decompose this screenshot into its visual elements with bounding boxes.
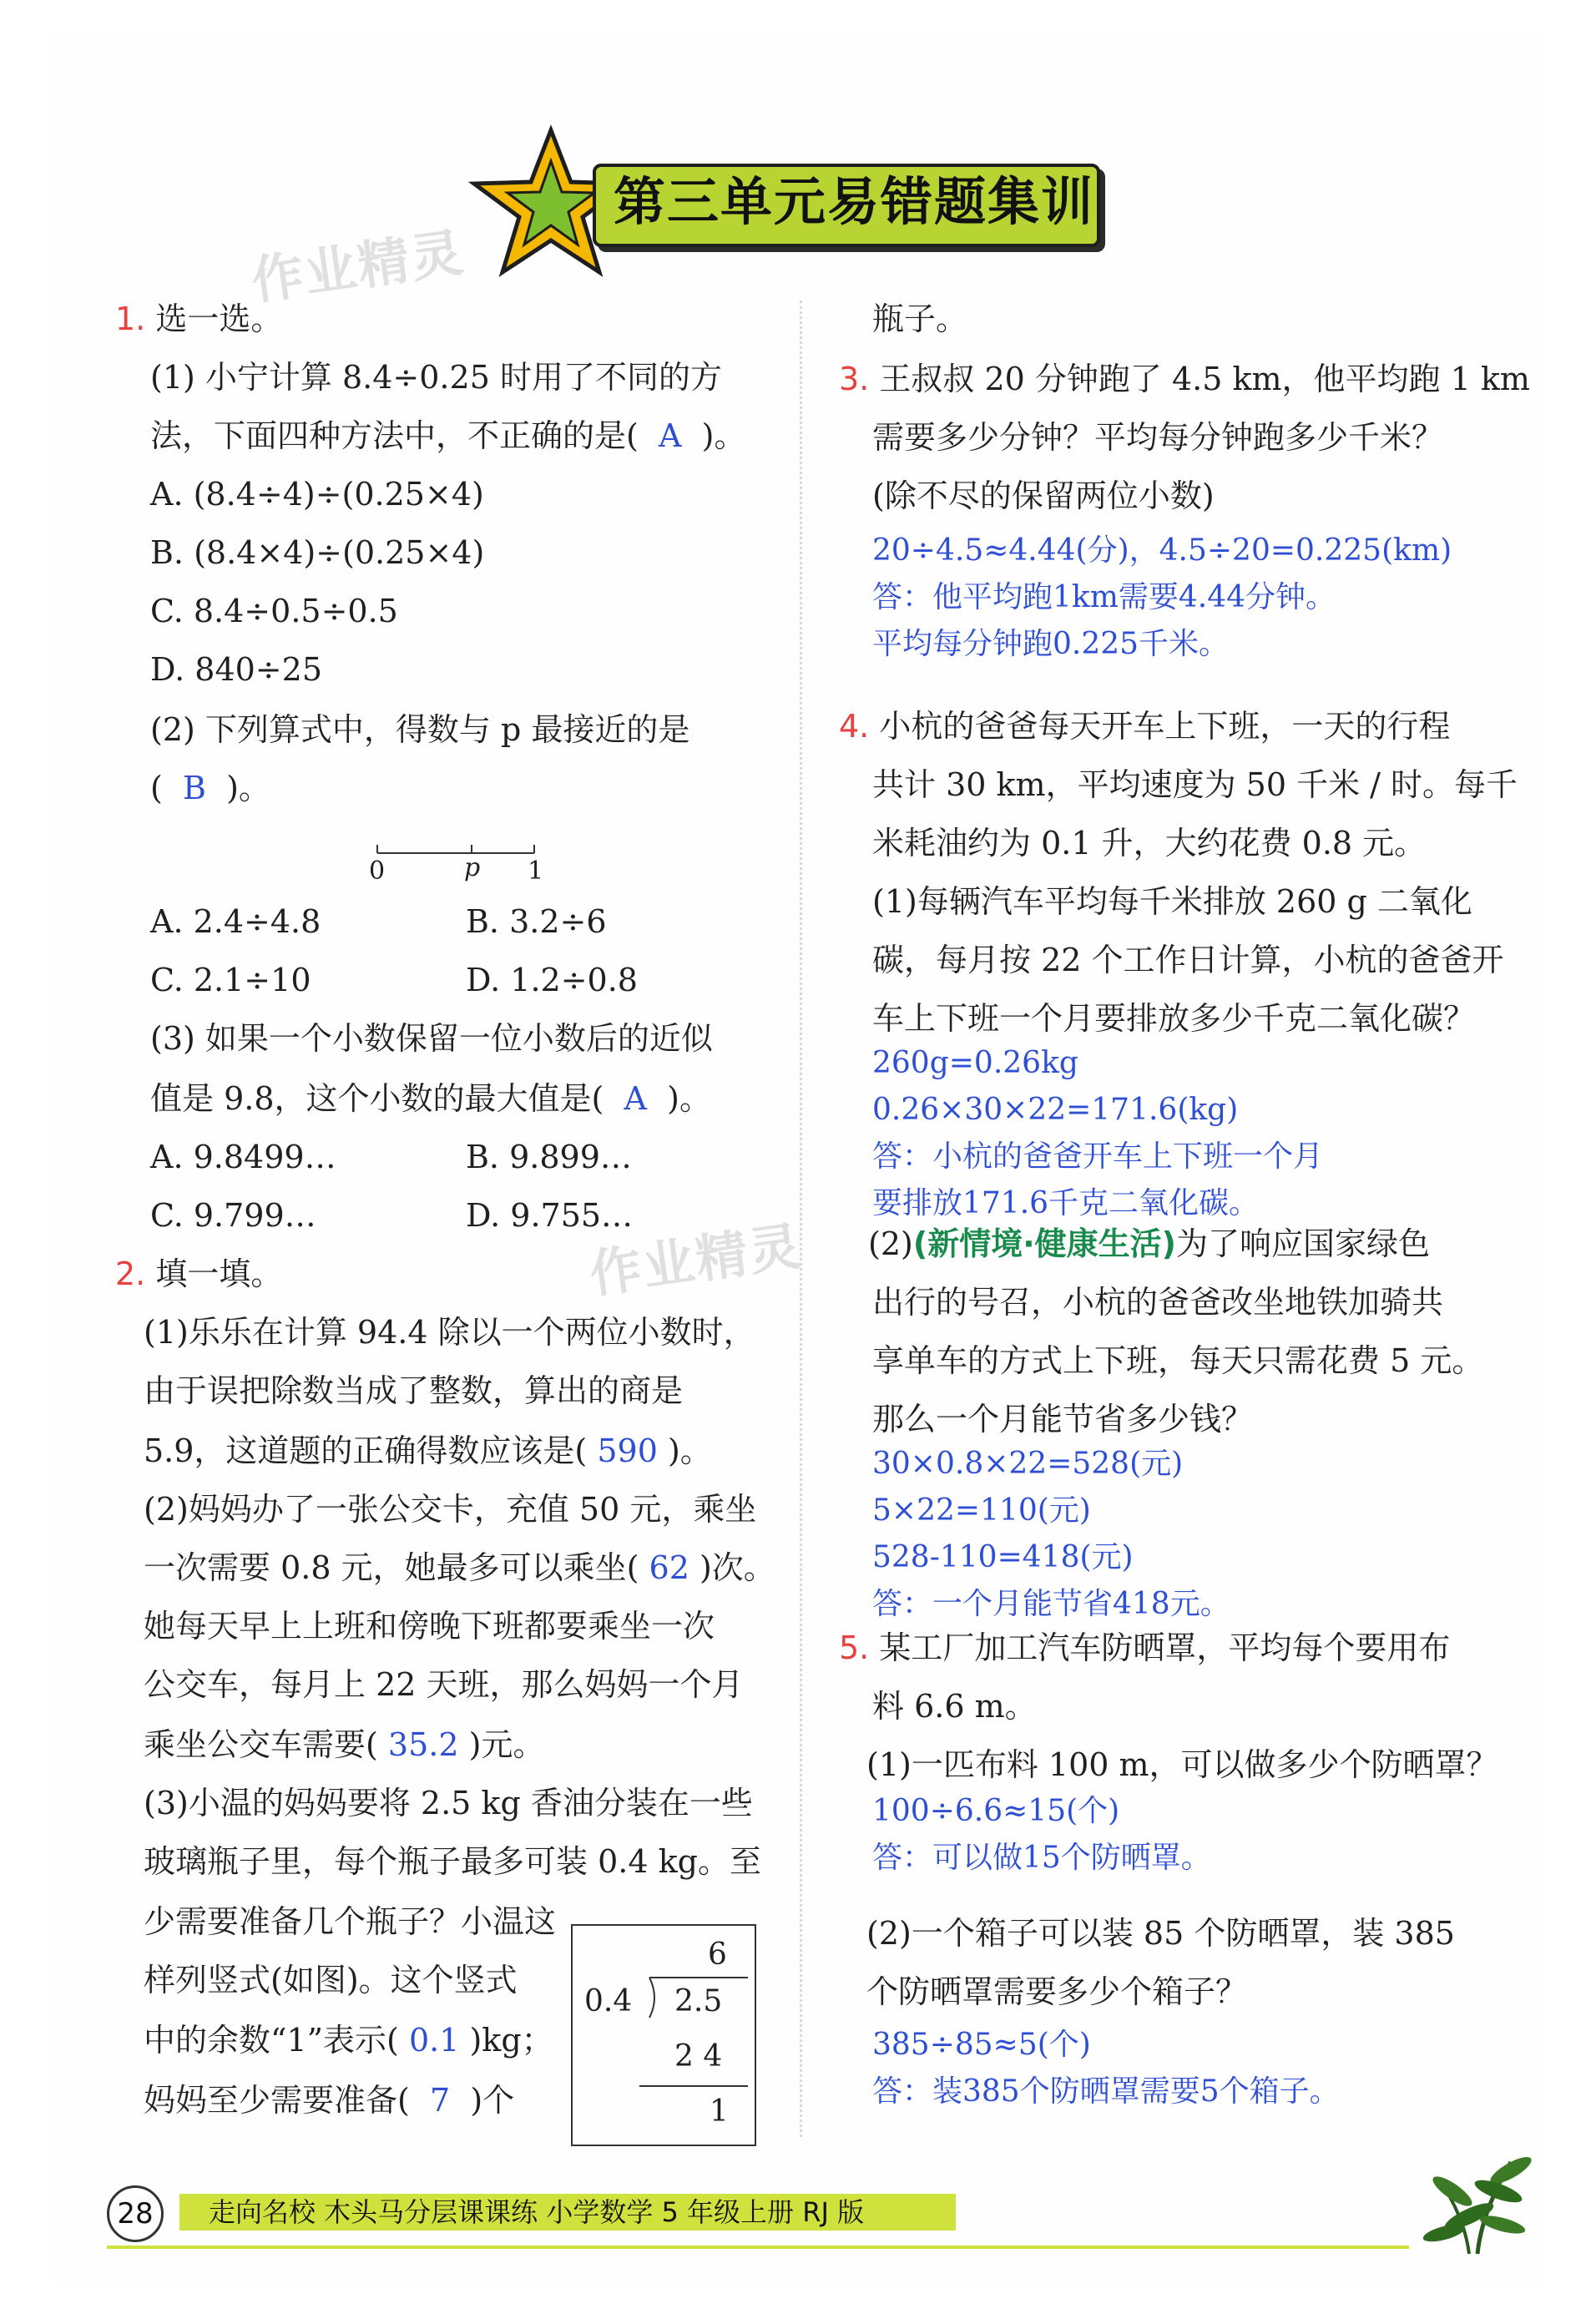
q2-p3-line6 [144,2079,514,2122]
q1-p2-line1: (2) 下列算式中，得数与 p 最接近的是 [150,711,690,748]
unit-header-banner [467,124,1127,257]
text: 小杭的爸爸每天开车上下班，一天的行程 [879,708,1451,745]
text: 妈妈至少需要准备( [144,2082,410,2119]
q2-p1-line1: (1)乐乐在计算 94.4 除以一个两位小数时， [144,1314,755,1351]
text: )次。 [699,1549,775,1586]
text: 王叔叔 20 分钟跑了 4.5 km，他平均跑 1 km [879,361,1530,397]
page-title: 第三单元易错题集训 [614,171,1095,232]
long-division-figure [571,1924,756,2146]
question-number: 2. [115,1255,146,1292]
q2-p3-line5 [144,2018,553,2062]
page-number: 28 [107,2185,164,2242]
text: 5.9，这道题的正确得数应该是( [144,1432,588,1469]
q3-line2: 需要多少分钟？平均每分钟跑多少千米？ [872,419,1444,456]
q2-p3-line4: 样列竖式(如图)。这个竖式 [144,1962,518,1998]
answer: 62 [649,1549,689,1586]
footer-text: 走向名校 木头马分层课课练 小学数学 5 年级上册 RJ 版 [209,2196,865,2228]
option-c: C. 9.799… [150,1197,316,1234]
question-number: 4. [839,708,870,745]
q4-p2-answer-2: 5×22=110(元) [872,1493,1091,1528]
q4-p1-line2: 碳，每月按 22 个工作日计算，小杭的爸爸开 [872,942,1504,978]
q1-p2-line2 [150,766,270,810]
q2-p1-line3 [144,1429,712,1473]
text: 法，下面四种方法中，不正确的是( [150,417,639,454]
text: )。 [701,417,746,454]
q4-line2: 共计 30 km，平均速度为 50 千米 / 时。每千 [872,766,1518,803]
q5-p1-line1: (1)一匹布料 100 m，可以做多少个防晒罩？ [866,1746,1498,1783]
text: 为了响应国家绿色 [1176,1225,1431,1262]
q4-p2-answer-3: 528-110=418(元) [872,1540,1134,1574]
context-tag: (新情境·健康生活) [912,1225,1176,1262]
q4-p1-answer-4: 要排放171.6千克二氧化碳。 [872,1186,1260,1220]
text: )。 [667,1080,711,1117]
text: 某工厂加工汽车防晒罩，平均每个要用布 [879,1629,1451,1666]
option-a: A. 2.4÷4.8 [150,903,321,940]
q4-p2-line1 [868,1222,1430,1266]
q2-p3-line2: 玻璃瓶子里，每个瓶子最多可装 0.4 kg。至 [144,1843,761,1880]
q4-p1-line3: 车上下班一个月要排放多少千克二氧化碳？ [872,1000,1476,1037]
number-line [367,841,559,892]
question-title: 选一选。 [155,301,283,337]
question-title: 填一填。 [155,1255,283,1292]
q2-p2-line4: 公交车，每月上 22 天班，那么妈妈一个月 [144,1666,744,1703]
option-a: A. 9.8499… [150,1139,336,1175]
q3-line1 [839,357,1530,401]
q1-p3-line1: (3) 如果一个小数保留一位小数后的近似 [150,1020,713,1057]
text: (2) [868,1225,913,1262]
q5-p1-answer-2: 答：可以做15个防晒罩。 [872,1841,1211,1875]
q5-p2-answer-1: 385÷85≈5(个) [872,2028,1091,2062]
q4-p2-line3: 享单车的方式上下班，每天只需花费 5 元。 [872,1342,1484,1379]
division-quotient: 6 [708,1938,727,1972]
tick-label-0: 0 [369,856,386,886]
text: 中的余数“1”表示( [144,2022,399,2059]
q3-line3: (除不尽的保留两位小数) [872,477,1215,514]
text: 值是 9.8，这个小数的最大值是( [150,1080,604,1117]
division-remainder: 1 [710,2094,729,2129]
text: )元。 [468,1726,545,1763]
tick-label-p: p [464,853,481,882]
bamboo-plant-icon [1419,2145,1544,2262]
answer: A [624,1080,647,1117]
q4-p1-answer-2: 0.26×30×22=171.6(kg) [872,1093,1239,1127]
q4-p2-answer-1: 30×0.8×22=528(元) [872,1447,1184,1481]
option-b: B. 3.2÷6 [466,903,607,940]
text: )。 [667,1432,712,1469]
footer-rule [107,2246,1409,2249]
q4-p1-answer-1: 260g=0.26kg [872,1046,1078,1080]
question-number: 3. [839,361,870,397]
text: )个 [470,2082,515,2119]
q4-line3: 米耗油约为 0.1 升，大约花费 0.8 元。 [872,825,1427,861]
q2-p3-line1: (3)小温的妈妈要将 2.5 kg 香油分装在一些 [144,1785,753,1821]
q5-p2-line1: (2)一个箱子可以装 85 个防晒罩，装 385 [866,1915,1455,1952]
q1-heading [115,297,282,341]
option-c: C. 8.4÷0.5÷0.5 [150,593,398,629]
division-dividend: 2.5 [674,1984,723,2018]
q5-line2: 料 6.6 m。 [872,1688,1037,1725]
q3-answer-2: 答：他平均跑1km需要4.44分钟。 [872,580,1336,614]
text: 一次需要 0.8 元，她最多可以乘坐( [144,1549,639,1586]
option-d: D. 9.755… [466,1197,634,1234]
answer: A [659,417,682,454]
q4-p1-answer-3: 答：小杭的爸爸开车上下班一个月 [872,1139,1324,1174]
watermark: 作业精灵 [585,1215,806,1306]
option-a: A. (8.4÷4)÷(0.25×4) [150,476,484,513]
q2-p2-line5 [144,1723,544,1766]
q3-answer-3: 平均每分钟跑0.225千米。 [872,627,1230,661]
q4-p2-line2: 出行的号召，小杭的爸爸改坐地铁加骑共 [872,1284,1444,1321]
q5-p2-answer-2: 答：装385个防晒罩需要5个箱子。 [872,2074,1340,2109]
q4-p2-line4: 那么一个月能节省多少钱？ [872,1401,1254,1437]
text: ( [150,770,163,806]
text: )。 [226,770,270,806]
q2-p3-continued: 瓶子。 [872,301,968,337]
option-d: D. 840÷25 [150,651,322,688]
question-number: 5. [839,1629,870,1666]
option-b: B. 9.899… [466,1139,632,1175]
answer: 7 [430,2082,451,2119]
q4-p2-answer-4: 答：一个月能节省418元。 [872,1587,1230,1621]
option-c: C. 2.1÷10 [150,962,311,998]
tick-label-1: 1 [528,856,544,886]
q2-p2-line1: (2)妈妈办了一张公交卡，充值 50 元，乘坐 [144,1491,757,1528]
option-b: B. (8.4×4)÷(0.25×4) [150,534,485,571]
answer: 590 [597,1432,658,1469]
watermark: 作业精灵 [247,221,468,312]
q1-p3-line2 [150,1077,711,1120]
text: )kg； [469,2022,553,2059]
question-number: 1. [115,301,146,337]
q2-p3-line3: 少需要准备几个瓶子？小温这 [144,1903,557,1940]
q5-p1-answer-1: 100÷6.6≈15(个) [872,1794,1120,1828]
q1-p1-line2 [150,414,745,457]
q1-p1-line1: (1) 小宁计算 8.4÷0.25 时用了不同的方 [150,359,722,396]
division-divisor: 0.4 [584,1984,633,2018]
text: 乘坐公交车需要( [144,1726,378,1763]
q3-answer-1: 20÷4.5≈4.44(分)，4.5÷20=0.225(km) [872,533,1452,568]
q4-line1 [839,705,1450,748]
column-divider [800,301,802,2137]
q2-p2-line3: 她每天早上上班和傍晚下班都要乘坐一次 [144,1608,715,1644]
q2-heading [115,1252,282,1296]
answer: 0.1 [408,2022,460,2059]
option-d: D. 1.2÷0.8 [466,962,638,998]
q5-p2-line2: 个防晒罩需要多少个箱子？ [866,1973,1248,2010]
answer: B [183,770,206,806]
division-product: 2 4 [674,2039,723,2074]
q4-p1-line1: (1)每辆汽车平均每千米排放 260 g 二氧化 [872,883,1472,920]
q2-p2-line2 [144,1546,775,1589]
q2-p1-line2: 由于误把除数当成了整数，算出的商是 [144,1372,684,1409]
q5-line1 [839,1626,1450,1670]
answer: 35.2 [387,1726,459,1763]
